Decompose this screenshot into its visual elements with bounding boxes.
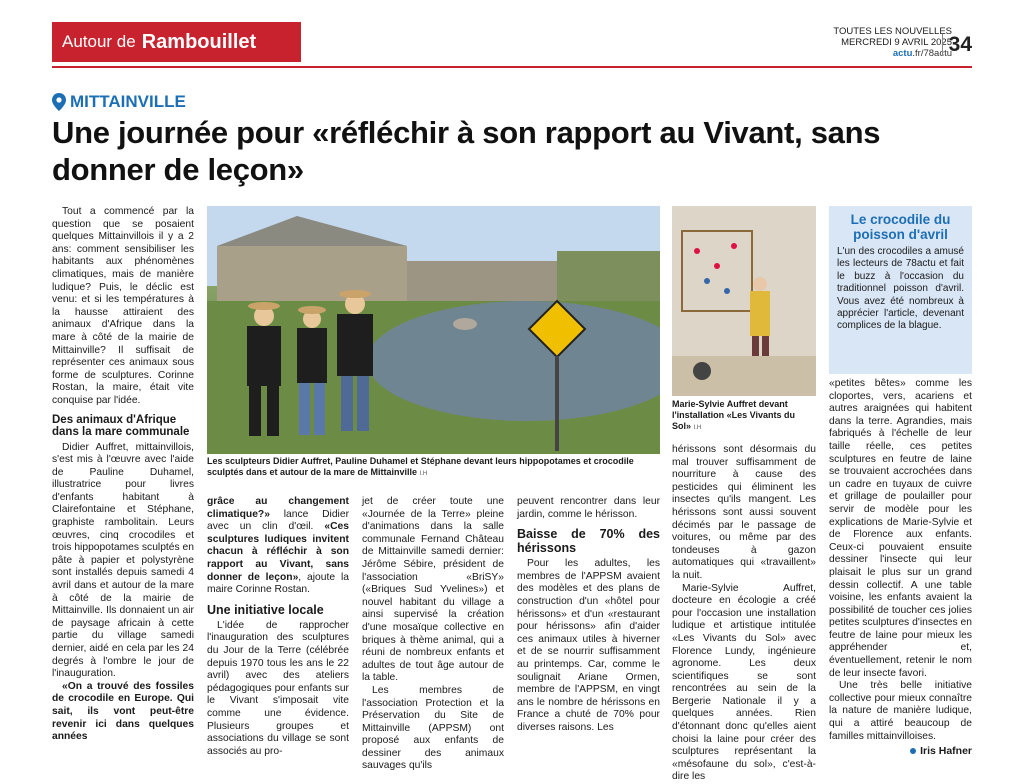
- text: lance Didier avec un clin d'œil.: [207, 508, 349, 533]
- paragraph: L'idée de rapprocher l'inauguration des sculptures du Jour de la Terre (célébrée depuis 1970 tous les ans le 22 avril) avec des ateliers pédagogiques pour enfants sur le Vivant s'imposait vite comme une évidence. Plusieurs groupes et associations du village se sont associés au pro-: [207, 619, 349, 757]
- location-pin-icon: [52, 93, 66, 111]
- paragraph: Didier Auffret, mittainvillois, s'est mis à l'œuvre avec l'aide de Pauline Duhamel, illustratrice pour livres d'enfants habitant à Clairefontaine et Stéphane, graphiste rambolitain. Leurs œuvres, cinq crocodiles et trois hippopotames sculptés en pâte à papier et polystyrène sont installés depuis samedi 4 avril dans et autour de la mare à côté de la mairie de Mittainville. Ils donnaient un air de paysage africain à cette partie du village samedi dernier, aidé en cela par les 24 degrés à l'ombre le jour de l'inauguration.: [52, 441, 194, 680]
- rubric-prefix: Autour de: [62, 32, 136, 51]
- paragraph: peuvent rencontrer dans leur jardin, comme le hérisson.: [517, 496, 660, 520]
- paper-name: TOUTES LES NOUVELLES: [833, 26, 952, 37]
- headline: Une journée pour «réfléchir à son rapport au Vivant, sans donner de leçon»: [52, 115, 881, 187]
- photo-credit: I.H: [419, 471, 428, 477]
- text: , ajoute la maire Corinne Rostan.: [207, 571, 349, 596]
- quote: grâce au changement climatique?»: [207, 496, 349, 520]
- location-name: MITTAINVILLE: [70, 92, 186, 111]
- paragraph: «On a trouvé des fossiles de crocodile en Europe. Qui sait, ils vont peut-être revenir ici dans quelques années: [52, 680, 194, 743]
- sidebar-text: L'un des crocodiles a amusé les lecteurs de 78actu et fait le buzz à l'occasion du traditionnel poisson d'avril. Vous avez été nombreux à apprécier l'article, devenant complices de la blague.: [837, 246, 964, 332]
- secondary-photo: [672, 206, 816, 396]
- paragraph: hérissons sont désormais du mal trouver suffisamment de nourriture à cause des pesticides qui éliminent les insectes qu'ils mangent. Les hérissons sont aussi souvent décimés par le passage de voitures, ou même par des tondeuses à gazon automatiques qui «travaillent» la nuit.: [672, 444, 816, 581]
- paragraph: [207, 496, 349, 597]
- page-number: 34: [942, 34, 972, 56]
- article-column-4: [517, 496, 660, 735]
- issue-date: MERCREDI 9 AVRIL 2025: [841, 37, 952, 48]
- paragraph: Pour les adultes, les membres de l'APPSM avaient des modèles et des plans de construction d'un «hôtel pour hérissons» et d'un «restaurant pour hérissons» afin d'aider ces animaux utiles à hiverner et de se nourrir suffisamment au printemps. Car, comme le soulignait Ariane Ormen, membre de l'APPSM, en vingt ans le nombre de hérissons en France a chuté de 70% pour diverses raisons. Les: [517, 558, 660, 733]
- rubric-town: Rambouillet: [141, 30, 257, 53]
- article-column-5: [672, 444, 816, 784]
- paragraph: Marie-Sylvie Auffret, docteure en écologie a créé pour l'occasion une installation ludique et artistique intitulée «Les Vivants du Sol» avec Florence Lundy, ingénieure agronome. Les deux scientifiques se sont rencontrées au sein de la Bergerie Nationale il y a quelques années. Rien d'étonnant donc qu'elles aient choisi la laine pour créer des sculptures représentant la «mésofaune du sol», c'est-à-dire les: [672, 582, 816, 783]
- article-column-3: [362, 496, 504, 773]
- article-column-2: [207, 496, 349, 758]
- publication-info: [833, 26, 952, 59]
- section-rubric: [52, 22, 301, 62]
- subheading: Une initiative locale: [207, 602, 324, 617]
- paragraph: Une très belle initiative collective pour mieux connaître la nature de manière ludique, qui a attiré beaucoup de familles mittainvilloises.: [829, 680, 972, 742]
- site-suffix: .fr/78actu: [912, 48, 952, 59]
- location-label: [52, 92, 186, 112]
- subheading: Des animaux d'Afrique dans la mare communale: [52, 413, 190, 438]
- secondary-photo-caption: [672, 399, 816, 434]
- caption-text: Marie-Sylvie Auffret devant l'installation «Les Vivants du Sol»: [672, 399, 796, 431]
- sidebar-title: Le crocodile du poisson d'avril: [850, 212, 951, 242]
- photo-credit: I.H: [693, 425, 702, 431]
- paragraph: jet de créer toute une «Journée de la Terre» pleine d'animations dans la salle communale Fernand Château de Mittainville samedi dernier: Jérôme Sébire, président de l'association «BriSY» («Briques Sud Yvelines») et nouvel habitant du village a ainsi supervisé la création d'une mosaïque collective en briques à thème animal, qui a réuni de nombreux enfants et adultes de tout âge autour de la table.: [362, 496, 504, 684]
- article-column-1: [52, 206, 194, 744]
- sidebar-box: [829, 206, 972, 374]
- main-photo-caption: [207, 456, 660, 480]
- paragraph: Tout a commencé par la question que se posaient quelques Mittainvillois il y a 2 ans: comment sensibiliser les habitants aux phénomènes climatiques, mais de manière ludique? Puis, le déclic est venu: et si les températures à la hausse attiraient des animaux d'Afrique dans la mare à côté de la mairie de Mittainville? Il suffisait de représenter ces animaux sous forme de sculptures. Corinne Rostan, la maire, était vite conquise par l'idée.: [52, 206, 194, 406]
- paragraph: «petites bêtes» comme les cloportes, vers, acariens et autres araignées qui habitent dans la terre. Agrandies, mais fabriqués à l'échelle de leur taille réelle, ces petites sculptures en feutre de laine se trouvaient accrochées dans un cadre en tuyaux de cuivre et grillage de poulailler pour servir de modèle pour les explications de Marie-Sylvie et de Florence aux enfants. Ceux-ci pouvaient ensuite dessiner l'insecte qui leur plaisait le plus sur un grand dessin collectif. A une table voisine, les enfants avaient la possibilité de toucher ces jolies petites sculptures d'insectes en feutre de laine pour mieux les appréhender et, éventuellement, retenir le nom de leur insecte favori.: [829, 378, 972, 679]
- paragraph: Les membres de l'association Protection et la Préservation du Site de Mittainville (APPSM) ont proposé aux enfants de dessiner des animaux sauvages qu'ils: [362, 684, 504, 772]
- article-column-6: [829, 378, 972, 758]
- author-signature: Iris Hafner: [829, 745, 972, 758]
- secondary-photo-illustration: [672, 206, 816, 396]
- header-divider: [52, 66, 972, 68]
- subheading: Baisse de 70% des hérissons: [517, 527, 660, 556]
- site-link[interactable]: [833, 48, 952, 59]
- main-photo: [207, 206, 660, 454]
- site-main: actu: [892, 48, 913, 59]
- quote: «Ces sculptures ludiques invitent chacun à réfléchir à son rapport au Vivant, sans donner de leçon»: [207, 521, 349, 583]
- caption-text: Les sculpteurs Didier Auffret, Pauline Duhamel et Stéphane devant leurs hippopotames et crocodile sculptés dans et autour de la mare de Mittainville: [207, 456, 634, 477]
- main-photo-illustration: [207, 206, 660, 454]
